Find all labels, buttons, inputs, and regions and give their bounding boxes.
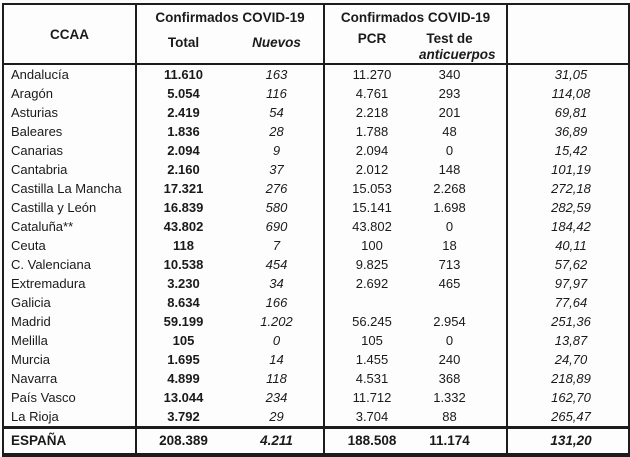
nuevos-cell: 29 — [230, 407, 324, 428]
test-anticuerpos-cell: 0 — [419, 141, 507, 160]
total-row-total: 208.389 — [136, 428, 230, 456]
table-row — [3, 331, 629, 350]
nuevos-cell: 9 — [230, 141, 324, 160]
nuevos-cell: 0 — [230, 331, 324, 350]
pcr-cell: 56.245 — [352, 314, 392, 329]
table-row — [3, 388, 629, 407]
pcr-cell: 1.788 — [355, 124, 389, 139]
total-cell: 16.839 — [163, 200, 204, 215]
region-name-cell: Galicia — [3, 293, 136, 312]
pcr-cell: 105 — [361, 333, 383, 348]
test-anticuerpos-cell: 368 — [419, 369, 507, 388]
ia-cell: 218,89 — [551, 371, 591, 386]
nuevos-cell: 28 — [230, 122, 324, 141]
test-anticuerpos-cell: 465 — [419, 274, 507, 293]
pcr-cell: 2.218 — [355, 105, 389, 120]
pcr-cell: 43.802 — [352, 219, 392, 234]
pcr-cell: 3.704 — [355, 409, 389, 424]
ia-cell: 101,19 — [551, 162, 591, 177]
table-row — [3, 179, 629, 198]
header-test-anticuerpos — [419, 30, 507, 64]
pcr-cell: 100 — [361, 238, 383, 253]
table-row — [3, 350, 629, 369]
pcr-cell: 11.712 — [352, 390, 392, 405]
total-cell: 43.802 — [163, 219, 204, 234]
pcr-cell: 2.012 — [355, 162, 389, 177]
table-row — [3, 407, 629, 428]
test-anticuerpos-cell: 340 — [419, 64, 507, 84]
nuevos-cell: 234 — [230, 388, 324, 407]
total-cell: 2.094 — [167, 143, 200, 158]
region-name-cell: Cataluña** — [3, 217, 136, 236]
test-anticuerpos-cell: 0 — [419, 331, 507, 350]
total-cell: 118 — [173, 238, 194, 253]
table-row — [3, 103, 629, 122]
table-row — [3, 84, 629, 103]
nuevos-cell: 276 — [230, 179, 324, 198]
table-footer — [3, 428, 629, 456]
region-name-cell: Ceuta — [3, 236, 136, 255]
ia-cell: 251,36 — [551, 314, 591, 329]
pcr-cell: 2.692 — [355, 276, 389, 291]
test-anticuerpos-cell: 240 — [419, 350, 507, 369]
ia-cell: 36,89 — [554, 124, 588, 139]
region-name-cell: Castilla La Mancha — [3, 179, 136, 198]
test-anticuerpos-cell: 88 — [419, 407, 507, 428]
nuevos-cell: 116 — [230, 84, 324, 103]
test-anticuerpos-cell: 201 — [419, 103, 507, 122]
header-test-line1: Test de — [426, 31, 473, 46]
ia-cell: 162,70 — [551, 390, 591, 405]
region-name-cell: Baleares — [3, 122, 136, 141]
region-name-cell: Navarra — [3, 369, 136, 388]
table-row — [3, 198, 629, 217]
table-row — [3, 274, 629, 293]
total-cell: 3.792 — [167, 409, 200, 424]
ia-cell: 272,18 — [551, 181, 591, 196]
ia-cell: 57,62 — [554, 257, 588, 272]
nuevos-cell: 454 — [230, 255, 324, 274]
total-row-pcr: 188.508 — [324, 428, 419, 456]
ia-cell: 24,70 — [554, 352, 588, 367]
table-row — [3, 293, 629, 312]
region-name-cell: C. Valenciana — [3, 255, 136, 274]
table-row — [3, 160, 629, 179]
nuevos-cell: 1.202 — [230, 312, 324, 331]
table-header — [3, 4, 629, 64]
table-body — [3, 64, 629, 428]
region-name-cell: Extremadura — [3, 274, 136, 293]
total-cell: 8.634 — [167, 295, 200, 310]
header-ia — [507, 4, 629, 64]
region-name-cell: Castilla y León — [3, 198, 136, 217]
pcr-cell: 1.455 — [355, 352, 389, 367]
header-group-confirmados-total: Confirmados COVID-19 — [136, 4, 324, 30]
region-name-cell: Madrid — [3, 312, 136, 331]
region-name-cell: Aragón — [3, 84, 136, 103]
ia-cell: 114,08 — [551, 86, 591, 101]
table-row — [3, 369, 629, 388]
total-row-ia: 131,20 — [507, 428, 629, 456]
test-anticuerpos-cell: 0 — [419, 217, 507, 236]
ia-cell: 13,87 — [554, 333, 588, 348]
pcr-cell: 2.094 — [355, 143, 389, 158]
pcr-cell — [324, 293, 419, 312]
total-row-name: ESPAÑA — [3, 428, 136, 456]
test-anticuerpos-cell: 2.954 — [419, 312, 507, 331]
table-row — [3, 255, 629, 274]
pcr-cell: 11.270 — [352, 67, 392, 82]
nuevos-cell: 580 — [230, 198, 324, 217]
header-nuevos: Nuevos — [230, 30, 324, 64]
total-cell: 1.695 — [167, 352, 200, 367]
region-name-cell: Asturias — [3, 103, 136, 122]
pcr-cell: 15.053 — [352, 181, 392, 196]
total-cell: 2.419 — [167, 105, 200, 120]
total-cell: 59.199 — [163, 314, 204, 329]
total-cell: 10.538 — [163, 257, 204, 272]
ia-cell: 282,59 — [551, 200, 591, 215]
total-cell: 3.230 — [167, 276, 200, 291]
region-name-cell: Melilla — [3, 331, 136, 350]
total-row-nuevos: 4.211 — [230, 428, 324, 456]
test-anticuerpos-cell: 18 — [419, 236, 507, 255]
region-name-cell: País Vasco — [3, 388, 136, 407]
header-group-confirmados-pcr: Confirmados COVID-19 — [324, 4, 507, 30]
test-anticuerpos-cell — [419, 293, 507, 312]
nuevos-cell: 54 — [230, 103, 324, 122]
ia-cell: 15,42 — [554, 143, 588, 158]
ia-cell: 77,64 — [554, 295, 588, 310]
region-name-cell: Andalucía — [3, 64, 136, 84]
ia-cell: 69,81 — [554, 105, 588, 120]
nuevos-cell: 163 — [230, 64, 324, 84]
header-pcr: PCR — [324, 30, 419, 64]
pcr-cell: 9.825 — [355, 257, 389, 272]
total-cell: 105 — [172, 333, 195, 348]
total-cell: 4.899 — [167, 371, 200, 386]
test-anticuerpos-cell: 1.698 — [419, 198, 507, 217]
nuevos-cell: 34 — [230, 274, 324, 293]
table-row — [3, 141, 629, 160]
total-cell: 11.610 — [163, 67, 204, 82]
total-cell: 1.836 — [167, 124, 200, 139]
nuevos-cell: 7 — [230, 236, 324, 255]
test-anticuerpos-cell: 1.332 — [419, 388, 507, 407]
table-row — [3, 64, 629, 84]
header-ccaa: CCAA — [3, 4, 136, 64]
region-name-cell: Cantabria — [3, 160, 136, 179]
header-total: Total — [136, 30, 230, 64]
header-test-line2: anticuerpos — [419, 47, 496, 62]
ia-cell: 40,11 — [555, 238, 587, 253]
pcr-cell: 4.531 — [355, 371, 389, 386]
table-row — [3, 217, 629, 236]
ia-cell: 31,05 — [554, 67, 588, 82]
test-anticuerpos-cell: 2.268 — [419, 179, 507, 198]
pcr-cell: 15.141 — [352, 200, 392, 215]
nuevos-cell: 14 — [230, 350, 324, 369]
region-name-cell: Murcia — [3, 350, 136, 369]
test-anticuerpos-cell: 148 — [419, 160, 507, 179]
test-anticuerpos-cell: 713 — [419, 255, 507, 274]
total-cell: 2.160 — [167, 162, 200, 177]
total-cell: 13.044 — [163, 390, 204, 405]
nuevos-cell: 118 — [230, 369, 324, 388]
test-anticuerpos-cell: 48 — [419, 122, 507, 141]
table-row — [3, 236, 629, 255]
table-row — [3, 312, 629, 331]
ia-cell: 265,47 — [551, 409, 591, 424]
total-row-espana — [3, 428, 629, 456]
total-cell: 5.054 — [167, 86, 200, 101]
total-row-test: 11.174 — [419, 428, 507, 456]
covid-cases-table — [2, 3, 630, 457]
pcr-cell: 4.761 — [355, 86, 389, 101]
test-anticuerpos-cell: 293 — [419, 84, 507, 103]
ia-cell: 97,97 — [554, 276, 588, 291]
nuevos-cell: 37 — [230, 160, 324, 179]
nuevos-cell: 166 — [230, 293, 324, 312]
region-name-cell: La Rioja — [3, 407, 136, 428]
ia-cell: 184,42 — [551, 219, 591, 234]
total-cell: 17.321 — [163, 181, 204, 196]
nuevos-cell: 690 — [230, 217, 324, 236]
table-row — [3, 122, 629, 141]
report-table-container — [2, 3, 630, 457]
region-name-cell: Canarias — [3, 141, 136, 160]
